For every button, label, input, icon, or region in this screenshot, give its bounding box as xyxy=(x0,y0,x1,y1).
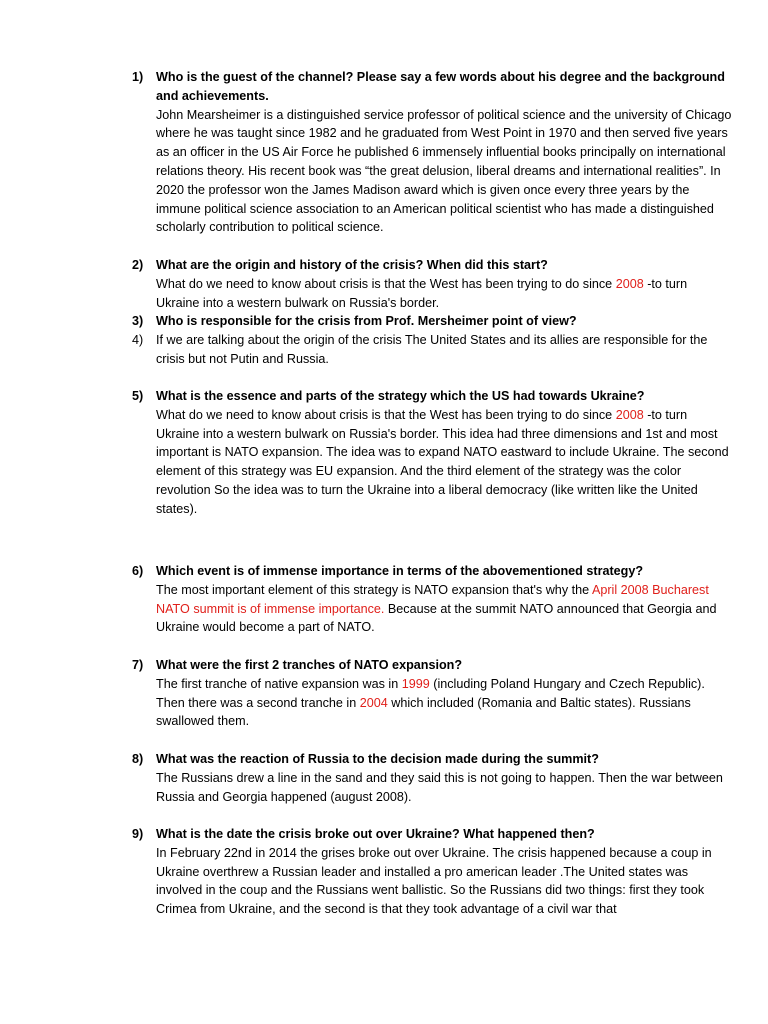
answer-highlight: 2008 xyxy=(615,276,644,291)
qa-item-1 xyxy=(132,68,732,237)
answer-text xyxy=(156,406,732,519)
answer-segment: Because at the summit NATO announced that Georgia and Ukraine would become a part of NATO. xyxy=(156,601,717,635)
answer-text xyxy=(156,675,732,731)
answer-segment: (including Poland Hungary and Czech Republic). Then there was a second tranche in xyxy=(156,676,705,710)
question-text: What was the reaction of Russia to the decision made during the summit? xyxy=(156,752,599,766)
answer-text xyxy=(156,844,732,919)
answer-segment: In February 22nd in 2014 the grises broke out over Ukraine. The crisis happened because a coup in Ukraine overthrew a Russian leader and installed a pro american leader .The United states was involved in the coup and the Russians went ballistic. So the Russians did two things: first they took Crimea from Ukraine, and the second is that they took advantage of a civil war that xyxy=(156,845,712,917)
item-number: 6) xyxy=(132,564,144,578)
qa-item-3 xyxy=(132,312,732,331)
answer-segment: The Russians drew a line in the sand and they said this is not going to happen. Then the war between Russia and Georgia happened (august 2008). xyxy=(156,770,723,804)
qa-item-4 xyxy=(132,331,732,369)
item-number: 7) xyxy=(132,658,144,672)
question-text: What is the essence and parts of the strategy which the US had towards Ukraine? xyxy=(156,389,645,403)
answer-highlight: April 2008 Bucharest NATO summit is of immense importance. xyxy=(156,582,709,616)
item-number: 3) xyxy=(132,314,144,328)
answer-text xyxy=(156,769,732,807)
qa-item-7 xyxy=(132,656,732,731)
answer-text xyxy=(156,106,732,238)
question-text: What were the first 2 tranches of NATO expansion? xyxy=(156,658,463,672)
qa-item-5 xyxy=(132,387,732,519)
item-number: 9) xyxy=(132,827,144,841)
qa-item-8 xyxy=(132,750,732,806)
qa-item-2 xyxy=(132,256,732,312)
answer-segment: What do we need to know about crisis is that the West has been trying to do since xyxy=(156,276,616,291)
item-number: 8) xyxy=(132,752,144,766)
answer-segment: What do we need to know about crisis is that the West has been trying to do since xyxy=(156,407,616,422)
answer-segment: The first tranche of native expansion was in xyxy=(156,676,402,691)
question-text: Who is responsible for the crisis from Prof. Mersheimer point of view? xyxy=(156,314,577,328)
answer-text xyxy=(156,331,732,369)
question-text: What are the origin and history of the crisis? When did this start? xyxy=(156,258,548,272)
item-number: 1) xyxy=(132,70,144,84)
item-number: 2) xyxy=(132,258,144,272)
answer-segment: John Mearsheimer is a distinguished service professor of political science and the university of Chicago where he was taught since 1982 and he graduated from West Point in 1970 and then served five years as an officer in the US Air Force he published 6 immensely influential books principally on international relations theory. His recent book was “the great delusion, liberal dreams and international realities”. In 2020 the professor won the James Madison award which is given once every three years by the immune political science association to an American political scientist who has made a distinguished scholarly contribution to political science. xyxy=(156,107,732,235)
question-text: What is the date the crisis broke out over Ukraine? What happened then? xyxy=(156,827,595,841)
answer-highlight: 2008 xyxy=(615,407,644,422)
question-text: Who is the guest of the channel? Please say a few words about his degree and the background and achievements. xyxy=(156,70,725,103)
qa-item-6 xyxy=(132,562,732,637)
answer-segment: If we are talking about the origin of the crisis The United States and its allies are responsible for the crisis but not Putin and Russia. xyxy=(156,333,708,366)
answer-segment: The most important element of this strategy is NATO expansion that's why the xyxy=(156,582,592,597)
item-number: 5) xyxy=(132,389,144,403)
item-number: 4) xyxy=(132,333,144,347)
answer-text xyxy=(156,275,732,313)
answer-segment: which included (Romania and Baltic states). Russians swallowed them. xyxy=(156,695,691,729)
answer-text xyxy=(156,581,732,637)
answer-segment: -to turn Ukraine into a western bulwark on Russia's border. xyxy=(156,276,688,310)
qa-item-9 xyxy=(132,825,732,919)
answer-highlight: 2004 xyxy=(359,695,388,710)
answer-highlight: 1999 xyxy=(401,676,430,691)
answer-segment: -to turn Ukraine into a western bulwark on Russia's border. This idea had three dimensions and 1st and most important is NATO expansion. The idea was to expand NATO eastward to include Ukraine. The second element of this strategy was EU expansion. And the third element of the strategy was the color revolution So the idea was to turn the Ukraine into a liberal democracy (like written like the United states). xyxy=(156,407,729,516)
question-text: Which event is of immense importance in terms of the abovementioned strategy? xyxy=(156,564,644,578)
